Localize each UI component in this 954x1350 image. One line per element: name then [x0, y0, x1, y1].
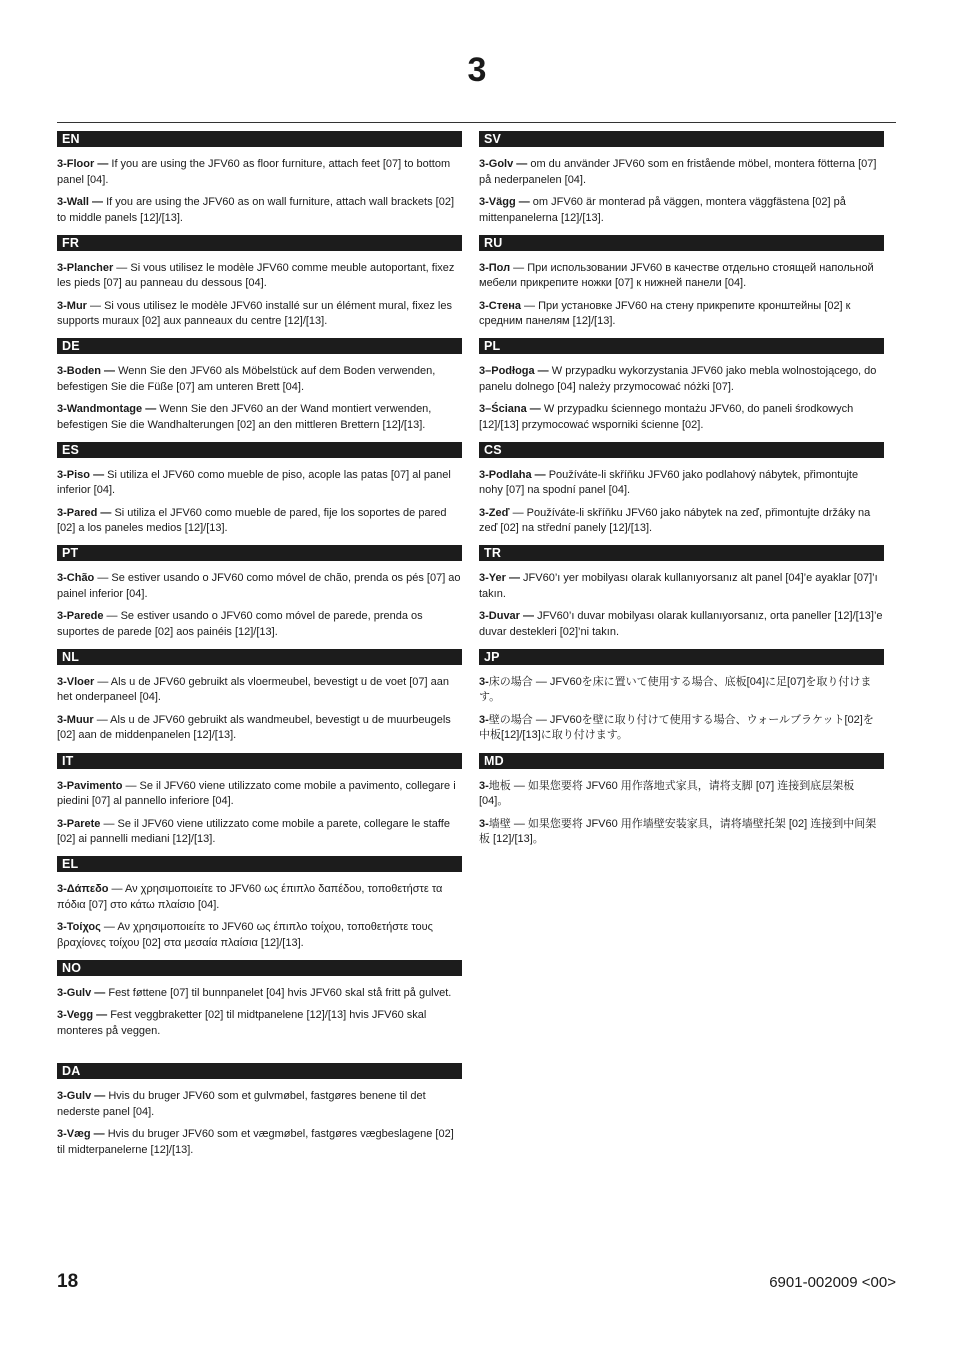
page-number: 18: [57, 1271, 79, 1292]
document-code: 6901-002009 <00>: [769, 1274, 896, 1291]
lang-header: TR: [479, 545, 884, 561]
instruction-floor: 3-Floor — If you are using the JFV60 as floor furniture, attach feet [07] to bottom panel [04].: [57, 158, 451, 186]
instruction-wall: 3-Parede — Se estiver usando o JFV60 como móvel de parede, prenda os suportes de parede [02] aos painéis [12]/[13].: [57, 610, 423, 638]
instruction-floor: 3-Pavimento — Se il JFV60 viene utilizzato come mobile a pavimento, collegare i piedini [07] al pannello inferiore [04].: [57, 779, 456, 808]
lang-section-nl: [57, 649, 462, 753]
left-column: [57, 131, 462, 1167]
lang-header: EL: [57, 856, 462, 872]
instruction-wall: 3-Vägg — om JFV60 är monterad på väggen, montera väggfästena [02] på mittenpanelerna [12]/[13].: [479, 196, 846, 224]
instruction-wall: 3-Væg — Hvis du bruger JFV60 som et vægmøbel, fastgøres vægbeslagene [02] til midterpanelerne [12]/[13].: [57, 1128, 454, 1156]
instruction-floor: 3-床の場合 — JFV60を床に置いて使用する場合、底板[04]に足[07]を取り付けます。: [479, 675, 872, 704]
instruction-wall: 3–Ściana — W przypadku ściennego montażu JFV60, do paneli środkowych [12]/[13] przymocować wsporniki ścienne [02].: [479, 403, 854, 431]
instruction-wall: 3-Zeď — Používáte-li skříňku JFV60 jako nábytek na zeď, přimontujte držáky na zeď [02] na střední panely [12]/[13].: [479, 506, 871, 535]
lang-header: SV: [479, 131, 884, 147]
lang-header: FR: [57, 235, 462, 251]
instruction-wall: 3-Mur — Si vous utilisez le modèle JFV60 installé sur un élément mural, fixez les supports muraux [02] aux panneaux du centre [12]/[13].: [57, 299, 452, 328]
instruction-floor: 3-Δάπεδο — Αν χρησιμοποιείτε το JFV60 ως έπιπλο δαπέδου, τοποθετήστε τα πόδια [07] στο κάτω πλαίσιο [04].: [57, 883, 443, 911]
lang-header: RU: [479, 235, 884, 251]
instruction-wall: 3-Стена — При установке JFV60 на стену прикрепите кронштейны [02] к средним панелям [12]/[13].: [479, 299, 851, 328]
instruction-floor: 3-Podlaha — Používáte-li skříňku JFV60 jako podlahový nábytek, přimontujte nohy [07] na spodní panel [04].: [479, 468, 859, 497]
lang-header: CS: [479, 442, 884, 458]
lang-section-el: [57, 856, 462, 960]
lang-section-jp: [479, 649, 884, 753]
instruction-floor: 3-Gulv — Hvis du bruger JFV60 som et gulvmøbel, fastgøres benene til det nederste panel [04].: [57, 1090, 426, 1118]
lang-header: ES: [57, 442, 462, 458]
lang-section-en: [57, 131, 462, 235]
instruction-wall: 3-Parete — Se il JFV60 viene utilizzato come mobile a parete, collegare le staffe [02] ai pannelli mediani [12]/[13].: [57, 817, 450, 846]
instruction-floor: 3-Gulv — Fest føttene [07] til bunnpanelet [04] hvis JFV60 skal stå fritt på gulvet.: [57, 986, 452, 999]
instruction-wall: 3-Τοίχος — Αν χρησιμοποιείτε το JFV60 ως έπιπλο τοίχου, τοποθετήστε τους βραχίονες τοίχου [02] στα μεσαία πλαίσια [12]/[13].: [57, 921, 433, 949]
lang-section-tr: [479, 545, 884, 649]
instruction-wall: 3-墙壁 — 如果您要将 JFV60 用作墙壁安装家具，请将墙壁托架 [02] 连接到中间架板 [12]/[13]。: [479, 817, 877, 846]
lang-section-cs: [479, 442, 884, 546]
instruction-wall: 3-壁の場合 — JFV60を壁に取り付けて使用する場合、ウォールブラケット[02]を中板[12]/[13]に取り付けます。: [479, 713, 874, 742]
right-column: [479, 131, 884, 856]
step-number: 3: [467, 51, 487, 89]
instruction-floor: 3-Piso — Si utiliza el JFV60 como mueble de piso, acople las patas [07] al panel inferior [04].: [57, 468, 451, 497]
instruction-floor: 3-Пол — При использовании JFV60 в качестве отдельно стоящей напольной мебели прикрепите ножки [07] к нижней панели [04].: [479, 261, 874, 290]
lang-section-fr: [57, 235, 462, 339]
instruction-floor: 3-Yer — JFV60’ı yer mobilyası olarak kullanıyorsanız alt panel [04]’e ayaklar [07]’ı takın.: [479, 572, 878, 600]
instruction-wall: 3-Vegg — Fest veggbraketter [02] til midtpanelene [12]/[13] hvis JFV60 skal monteres på veggen.: [57, 1009, 427, 1037]
instruction-wall: 3-Wandmontage — Wenn Sie den JFV60 an der Wand montiert verwenden, befestigen Sie die Wandhalterungen [02] an den mittleren Brettern [12]/[13].: [57, 403, 432, 431]
lang-section-ru: [479, 235, 884, 339]
instruction-floor: 3-Vloer — Als u de JFV60 gebruikt als vloermeubel, bevestigt u de voet [07] aan het onderpaneel [04].: [57, 675, 449, 704]
instruction-wall: 3-Muur — Als u de JFV60 gebruikt als wandmeubel, bevestigt u de muurbeugels [02] aan de middenpanelen [12]/[13].: [57, 713, 451, 742]
lang-section-de: [57, 338, 462, 442]
lang-header: NL: [57, 649, 462, 665]
instruction-wall: 3-Pared — Si utiliza el JFV60 como mueble de pared, fije los soportes de pared [02] a los paneles medios [12]/[13].: [57, 506, 447, 535]
instruction-floor: 3-Golv — om du använder JFV60 som en fristående möbel, montera fötterna [07] på nederpanelen [04].: [479, 158, 877, 186]
lang-header: PL: [479, 338, 884, 354]
lang-header: EN: [57, 131, 462, 147]
lang-header: IT: [57, 753, 462, 769]
lang-header: PT: [57, 545, 462, 561]
instruction-wall: 3-Duvar — JFV60’ı duvar mobilyası olarak kullanıyorsanız, orta paneller [12]/[13]’e duvar destekleri [02]’ni takın.: [479, 610, 883, 638]
lang-section-no: [57, 960, 462, 1064]
lang-section-it: [57, 753, 462, 857]
lang-header: DE: [57, 338, 462, 354]
lang-header: DA: [57, 1063, 462, 1079]
instruction-wall: 3-Wall — If you are using the JFV60 as on wall furniture, attach wall brackets [02] to middle panels [12]/[13].: [57, 196, 455, 224]
instruction-floor: 3-地板 — 如果您要将 JFV60 用作落地式家具，请将支脚 [07] 连接到底层架板 [04]。: [479, 779, 855, 808]
instruction-floor: 3–Podłoga — W przypadku wykorzystania JFV60 jako mebla wolnostojącego, do panelu dolnego [04] należy przymocować nóżki [07].: [479, 365, 877, 393]
lang-section-sv: [479, 131, 884, 235]
lang-section-pl: [479, 338, 884, 442]
lang-section-da: [57, 1063, 462, 1167]
instruction-floor: 3-Boden — Wenn Sie den JFV60 als Möbelstück auf dem Boden verwenden, befestigen Sie die Füße [07] am unteren Brett [04].: [57, 365, 436, 393]
lang-header: NO: [57, 960, 462, 976]
lang-section-es: [57, 442, 462, 546]
instruction-floor: 3-Plancher — Si vous utilisez le modèle JFV60 comme meuble autoportant, fixez les pieds [07] au panneau du dessous [04].: [57, 261, 455, 290]
lang-section-md: [479, 753, 884, 857]
top-divider: [57, 122, 896, 123]
lang-header: MD: [479, 753, 884, 769]
lang-header: JP: [479, 649, 884, 665]
instruction-floor: 3-Chão — Se estiver usando o JFV60 como móvel de chão, prenda os pés [07] ao painel inferior [04].: [57, 572, 461, 600]
lang-section-pt: [57, 545, 462, 649]
